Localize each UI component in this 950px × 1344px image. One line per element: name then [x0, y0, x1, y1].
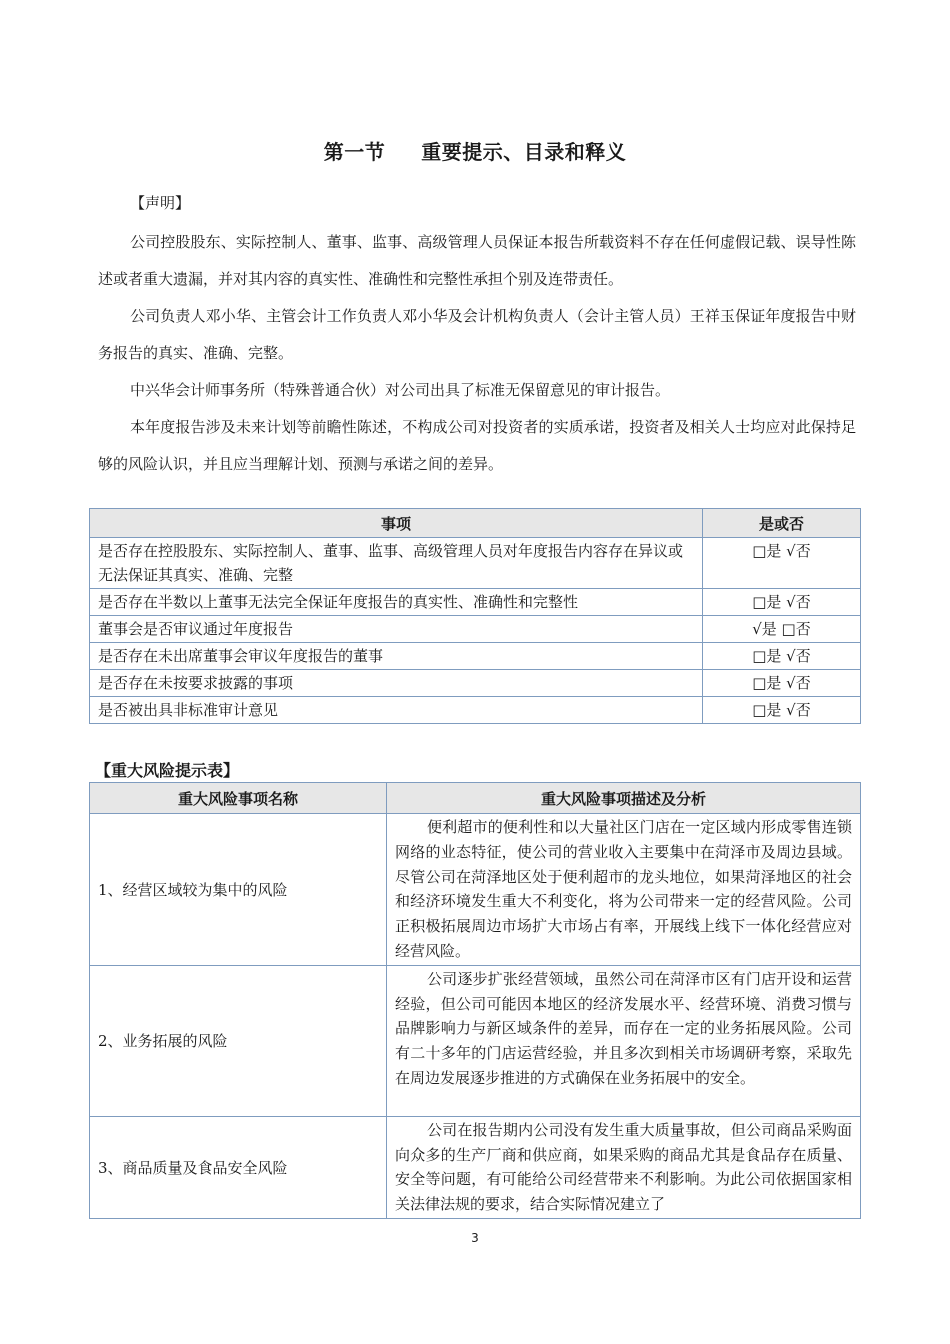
table-row	[90, 965, 861, 1116]
table-row	[90, 670, 861, 697]
answer-cell: □是 √否	[702, 538, 860, 589]
risk-name-cell: 3、商品质量及食品安全风险	[90, 1116, 387, 1218]
declaration-paragraph: 公司负责人邓小华、主管会计工作负责人邓小华及会计机构负责人（会计主管人员）王祥玉保证年度报告中财务报告的真实、准确、完整。	[98, 307, 856, 362]
risk-name-cell: 1、经营区域较为集中的风险	[90, 814, 387, 966]
section-number: 第一节	[323, 140, 386, 164]
risk-name-cell: 2、业务拓展的风险	[90, 965, 387, 1116]
matter-cell: 是否被出具非标准审计意见	[90, 697, 703, 724]
page-number: 3	[471, 1231, 479, 1245]
answer-cell: □是 √否	[702, 643, 860, 670]
declaration-paragraph: 本年度报告涉及未来计划等前瞻性陈述，不构成公司对投资者的实质承诺，投资者及相关人士均应对此保持足够的风险认识，并且应当理解计划、预测与承诺之间的差异。	[98, 418, 856, 473]
matters-table	[89, 508, 861, 724]
column-header-risk-description: 重大风险事项描述及分析	[387, 783, 861, 814]
answer-cell: □是 √否	[702, 589, 860, 616]
table-row	[90, 538, 861, 589]
matter-cell: 是否存在未出席董事会审议年度报告的董事	[90, 643, 703, 670]
answer-cell: □是 √否	[702, 670, 860, 697]
table-row	[90, 643, 861, 670]
column-header-risk-name: 重大风险事项名称	[90, 783, 387, 814]
table-row	[90, 697, 861, 724]
declaration-heading: 【声明】	[130, 194, 191, 212]
answer-cell: √是 □否	[702, 616, 860, 643]
risk-table	[89, 782, 861, 1219]
matter-cell: 是否存在半数以上董事无法完全保证年度报告的真实性、准确性和完整性	[90, 589, 703, 616]
risk-table-heading: 【重大风险提示表】	[95, 761, 240, 780]
risk-description-cell: 公司在报告期内公司没有发生重大质量事故，但公司商品采购面向众多的生产厂商和供应商，如果采购的商品尤其是食品存在质量、安全等问题，有可能给公司经营带来不利影响。为此公司依据国家相关法律法规的要求，结合实际情况建立了	[387, 1116, 861, 1218]
table-row	[90, 616, 861, 643]
matter-cell: 董事会是否审议通过年度报告	[90, 616, 703, 643]
table-header-row	[90, 509, 861, 538]
risk-description-cell: 便利超市的便利性和以大量社区门店在一定区域内形成零售连锁网络的业态特征，使公司的营业收入主要集中在菏泽市及周边县域。尽管公司在菏泽地区处于便利超市的龙头地位，如果菏泽地区的社会和经济环境发生重大不利变化，将为公司带来一定的经营风险。公司正积极拓展周边市场扩大市场占有率，开展线上线下一体化经营应对经营风险。	[387, 814, 861, 966]
table-row	[90, 1116, 861, 1218]
section-heading: 重要提示、目录和释义	[421, 140, 627, 164]
table-row	[90, 589, 861, 616]
table-header-row	[90, 783, 861, 814]
table-row	[90, 814, 861, 966]
column-header-matter: 事项	[90, 509, 703, 538]
answer-cell: □是 √否	[702, 697, 860, 724]
column-header-yes-no: 是或否	[702, 509, 860, 538]
matter-cell: 是否存在未按要求披露的事项	[90, 670, 703, 697]
section-title	[0, 136, 950, 165]
declaration-paragraph: 公司控股股东、实际控制人、董事、监事、高级管理人员保证本报告所载资料不存在任何虚假记载、误导性陈述或者重大遗漏，并对其内容的真实性、准确性和完整性承担个别及连带责任。	[98, 233, 856, 288]
matter-cell: 是否存在控股股东、实际控制人、董事、监事、高级管理人员对年度报告内容存在异议或无法保证其真实、准确、完整	[90, 538, 703, 589]
declaration-paragraph: 中兴华会计师事务所（特殊普通合伙）对公司出具了标准无保留意见的审计报告。	[130, 381, 671, 399]
risk-description-cell: 公司逐步扩张经营领域，虽然公司在菏泽市区有门店开设和运营经验，但公司可能因本地区的经济发展水平、经营环境、消费习惯与品牌影响力与新区域条件的差异，而存在一定的业务拓展风险。公司有二十多年的门店运营经验，并且多次到相关市场调研考察，采取先在周边发展逐步推进的方式确保在业务拓展中的安全。	[387, 965, 861, 1116]
